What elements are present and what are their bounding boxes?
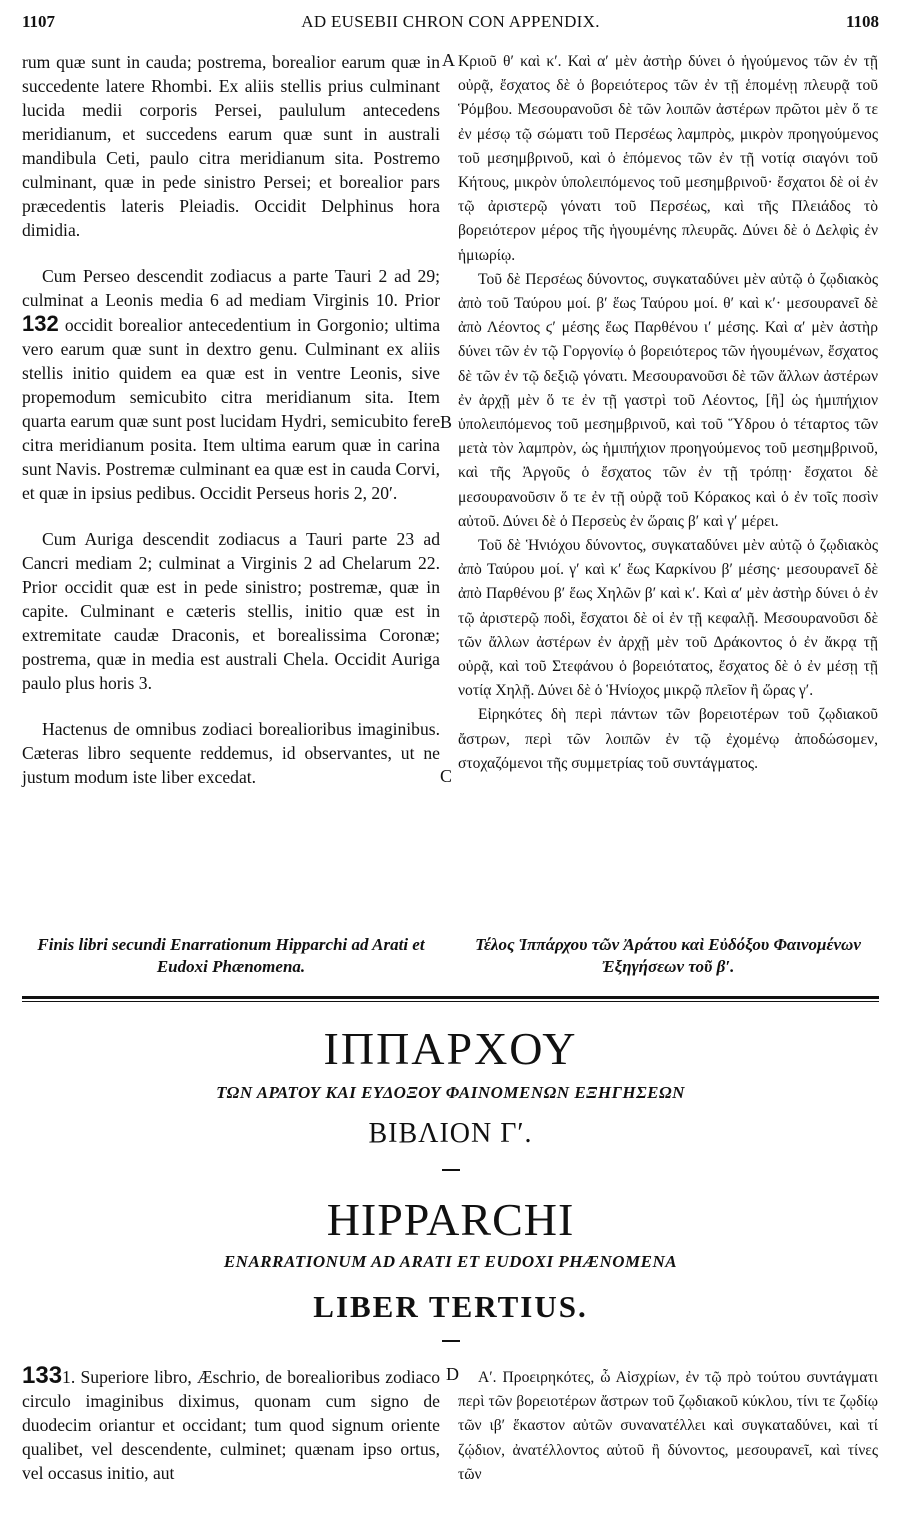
latin-book-title: LIBER TERTIUS.: [313, 1289, 588, 1324]
latin-column-top: [22, 50, 440, 789]
margin-letter-d: D: [446, 1364, 459, 1384]
right-page-number: 1108: [845, 12, 879, 31]
latin-colophon: Finis libri secundi Enarrationum Hipparchi ad Arati et Eudoxi Phænomena.: [37, 935, 425, 976]
title-dash: [442, 1340, 460, 1342]
latin-text: 1. Superiore libro, Æschrio, de borealioribus zodiaco circulo imaginibus diximus, quonam cum signo de duodecim oriantur et occidant; tum quod signum oriente qualibet, vel descendente, culminet; quænam ipso ortus, vel occasus initio, aut: [22, 1367, 440, 1483]
greek-paragraph: Κριοῦ θ′ καὶ κ′. Καὶ α′ μὲν ἀστὴρ δύνει ὁ ἡγούμενος τῶν ἐν τῇ οὐρᾷ, ἔσχατος δὲ ὁ βορειότερος τῶν ἐν τῇ ἑπομένῃ πλευρᾷ τοῦ Ῥόμβου. Μεσουρανοῦσι δὲ τῶν λοιπῶν ἀστέρων πρῶτοι μὲν ὅ τε ἐν μέσῳ τῷ σώματι τοῦ Περσέως λαμπρὸς, μικρὸν προηγούμενος τοῦ μεσημβρινοῦ, καὶ ὁ ἑπόμενος τῶν ἐν τῇ νοτίᾳ σιαγόνι τοῦ Κήτους, μικρὸν ὑπολειπόμενος τοῦ μεσημβρινοῦ· ἔσχατοι δὲ οἱ ἐν τῷ ἀριστερῷ γόνατι τοῦ Περσέως, καὶ τῆς Πλειάδος τὸ βορειότερον μέρος τῆς ἡγουμένης πλευρᾶς. Δύνει δὲ ὁ Δελφὶς ἐν ἡμιωρίῳ.: [458, 53, 878, 264]
greek-work-subtitle: ΤΩΝ ΑΡΑΤΟΥ ΚΑΙ ΕΥΔΟΞΟΥ ΦΑΙΝΟΜΕΝΩΝ ΕΞΗΓΗΣΕΩΝ: [216, 1083, 685, 1102]
section-rule-thin: [22, 1001, 879, 1002]
section-number: 132: [22, 311, 59, 336]
greek-colophon: Τέλος Ἱππάρχου τῶν Ἀράτου καὶ Εὐδόξου Φαινομένων Ἐξηγήσεων τοῦ β′.: [475, 935, 861, 976]
latin-text: occidit borealior antecedentium in Gorgonio; ultima vero earum quæ sunt in dextro genu. Culminant ex aliis stellis initio quidem ea quæ est in ventre Leonis, sive propemodum semicubito citra meridianum sita. Item quarta earum quæ sunt post lucidam Hydri, semicubito fere citra meridianum posita. Item ultima earum quæ in carina sunt Navis. Postremæ culminant ea quæ est in cauda Corvi, et quæ in ipsius pedibus. Occidit Perseus horis 2, 20′.: [22, 315, 440, 503]
latin-paragraph: rum quæ sunt in cauda; postrema, borealior earum quæ in succedente latere Rhombi. Ex aliis stellis prius culminant lucida medii corporis Persei, paululum antecedens meridianum, et succedens earum quæ sunt in australi mandibula Ceti, paulo citra meridianum sita. Postremo culminant, quæ in pede sinistro Persei; et borealior pars præcedentis lateris Pleiadis. Occidit Delphinus hora dimidia.: [22, 52, 440, 240]
greek-paragraph: Εἰρηκότες δὴ περὶ πάντων τῶν βορειοτέρων τοῦ ζῳδιακοῦ ἄστρων, περὶ τῶν λοιπῶν ἐν τῷ ἐχομένῳ ἀποδώσομεν, στοχαζόμενοι τῆς συμμετρίας τοῦ συντάγματος.: [458, 706, 878, 772]
section-rule: [22, 996, 879, 999]
latin-text: Cum Perseo descendit zodiacus a parte Tauri 2 ad 29; culminat a Leonis media 6 ad mediam Virginis 10. Prior: [22, 266, 440, 310]
latin-paragraph: Hactenus de omnibus zodiaci borealioribus imaginibus. Cæteras libro sequente reddemus, id observantes, ut ne justum modum iste liber excedat.: [22, 719, 440, 787]
greek-paragraph: Α′. Προειρηκότες, ὦ Αἰσχρίων, ἐν τῷ πρὸ τούτου συντάγματι περὶ τῶν βορειοτέρων ἄστρων τοῦ ζῳδιακοῦ κύκλου, τίνι τε ζῳδίῳ τῶν ιβ′ ἕκαστον αὐτῶν συνανατέλλει καὶ συγκαταδύνει, καὶ τί ζῴδιον, ἀνατέλλοντος αὐτοῦ ἢ δύνοντος, μεσουρανεῖ, καὶ τίνες τῶν: [458, 1369, 878, 1483]
title-dash: [442, 1169, 460, 1171]
greek-column-bottom: [458, 1366, 878, 1487]
margin-letter-a: A: [442, 50, 455, 70]
margin-letter-b: B: [440, 412, 453, 432]
greek-paragraph: Τοῦ δὲ Περσέως δύνοντος, συγκαταδύνει μὲν αὐτῷ ὁ ζῳδιακὸς ἀπὸ τοῦ Ταύρου μοί. β′ ἕως Ταύρου μοί. θ′ καὶ κ′· μεσουρανεῖ δὲ ἀπὸ Λέοντος ϛ′ μέσης ἕως Παρθένου ι′ μέσης. Καὶ α′ μὲν ἀστὴρ δύνει τῶν ἐν τῷ Γοργονίῳ ὁ βορειότερος τῶν ἡγουμένων, ἔσχατος δὲ τῶν ἐν τῷ δεξιῷ γόνατι. Μεσουρανοῦσι δὲ τῶν ἄλλων ἀστέρων ἐν ἀρχῇ μὲν ὅ τε ἐν τῇ γαστρὶ τοῦ Λέοντος, [ἢ] ὡς ἡμιπήχιον ὑπολειπόμενος τοῦ μεσημβρινοῦ, καὶ τοῦ Ὕδρου ὁ τέταρτος τῶν μετὰ τὸν λαμπρὸν, ὡς ἡμιπήχιον προηγούμενος τοῦ μεσημβρινοῦ, καὶ τῆς Ἀργοῦς ὁ ἔσχατος τῶν ἐν τῇ τρόπῃ· ἔσχατοι δὲ μεσουρανοῦσιν ὅ τε ἐν τῇ οὐρᾷ τοῦ Κόρακος καὶ ὁ ἐν τοῖς ποσὶν αὐτοῦ. Δύνει δὲ ὁ Περσεὺς ἐν ὥραις β′ καὶ γ′ μέρει.: [458, 270, 878, 530]
latin-work-subtitle: ENARRATIONUM AD ARATI ET EUDOXI PHÆNOMENA: [223, 1252, 678, 1271]
latin-paragraph: Cum Auriga descendit zodiacus a Tauri parte 23 ad Cancri mediam 2; culminat a Virginis 2 ad Chelarum 22. Prior occidit quæ est in pede sinistro; postremæ, quæ in capite. Culminant e cæteris stellis, initio quæ est in extremitate caudæ Draconis, et borealissima Coronæ; postrema, quæ in media est australi Chela. Occidit Auriga paulo plus horis 3.: [22, 529, 440, 693]
running-title: AD EUSEBII CHRON CON APPENDIX.: [301, 12, 600, 31]
left-page-number: 1107: [22, 12, 56, 31]
greek-book-title: ΒΙΒΛΙΟΝ Γ′.: [368, 1118, 533, 1149]
running-header: [22, 12, 879, 36]
margin-letter-c: C: [440, 766, 453, 786]
greek-column-top: [458, 50, 878, 776]
latin-column-bottom: [22, 1364, 440, 1485]
greek-paragraph: Τοῦ δὲ Ἡνιόχου δύνοντος, συγκαταδύνει μὲν αὐτῷ ὁ ζῳδιακὸς ἀπὸ Ταύρου μοί. γ′ καὶ κ′ ἕως Καρκίνου β′ μέσης· μεσουρανεῖ δὲ ἀπὸ Παρθένου β′ ἕως Χηλῶν β′ καὶ κ′. Καὶ α′ μὲν ἀστὴρ δύνει ὁ ἐν τῷ ἀριστερῷ ποδὶ, ἔσχατοι δὲ οἱ ἐν τῇ κεφαλῇ. Μεσουρανοῦσι δὲ τῶν ἄλλων ἀστέρων ἐν ἀρχῇ μὲν τοῦ Δράκοντος ὁ ἐν ἄκρᾳ τῇ οὐρᾷ, καὶ τοῦ Στεφάνου ὁ βορειότατος, ἔσχατος δὲ ὁ ἐν μέσῃ τῇ νοτίᾳ Χηλῇ. Δύνει δὲ ὁ Ἡνίοχος μικρῷ πλεῖον ἢ ὥρας γ′.: [458, 537, 878, 700]
latin-paragraph: [22, 1364, 440, 1485]
latin-paragraph: [22, 264, 440, 505]
greek-author-title: ΙΠΠΑΡΧΟΥ: [323, 1023, 578, 1074]
section-number: 133: [22, 1362, 63, 1389]
latin-author-title: HIPPARCHI: [326, 1194, 575, 1245]
